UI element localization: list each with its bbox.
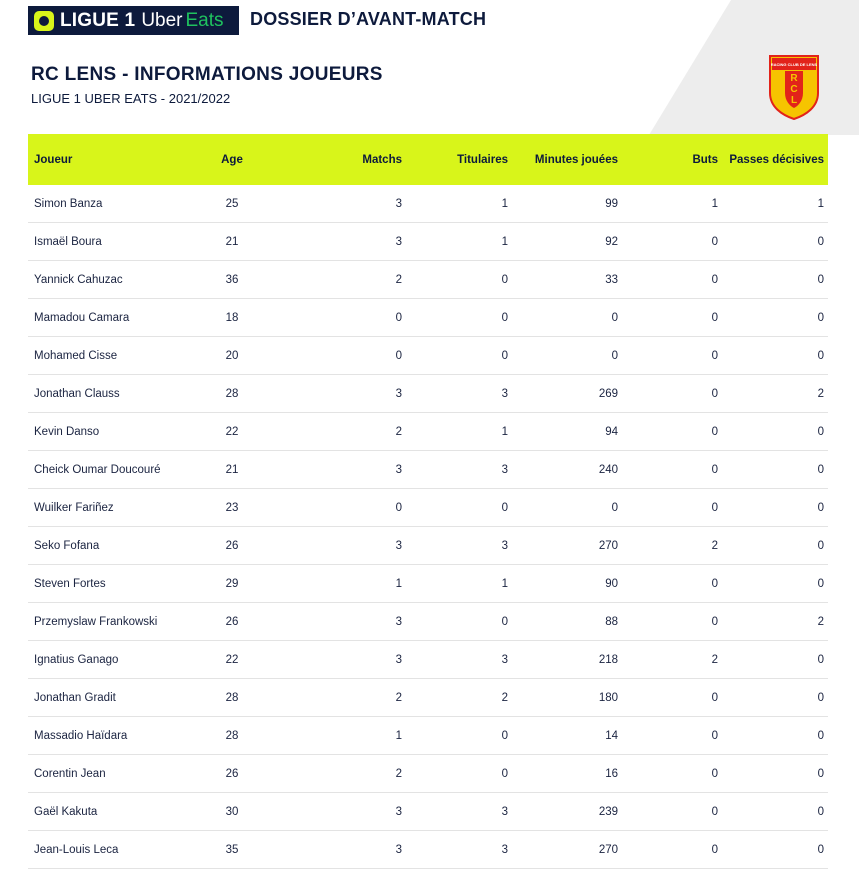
cell-buts: 0 — [622, 831, 722, 869]
cell-age: 22 — [196, 413, 268, 451]
cell-titulaires: 1 — [406, 413, 512, 451]
cell-passes: 0 — [722, 299, 828, 337]
cell-age: 21 — [196, 451, 268, 489]
cell-age: 25 — [196, 185, 268, 223]
cell-minutes: 239 — [512, 793, 622, 831]
cell-titulaires: 0 — [406, 489, 512, 527]
cell-minutes: 99 — [512, 185, 622, 223]
table-row — [28, 413, 828, 451]
player-name: Przemyslaw Frankowski — [28, 603, 196, 641]
crest-letter-r: R — [790, 73, 798, 84]
cell-age: 28 — [196, 679, 268, 717]
cell-minutes: 0 — [512, 489, 622, 527]
cell-buts: 2 — [622, 527, 722, 565]
brand-eats: Eats — [185, 9, 224, 31]
table-row — [28, 679, 828, 717]
cell-passes: 0 — [722, 223, 828, 261]
table-row — [28, 717, 828, 755]
table-row — [28, 565, 828, 603]
table-row — [28, 185, 828, 223]
cell-age: 30 — [196, 793, 268, 831]
column-header-matchs: Matchs — [268, 134, 406, 185]
cell-age: 23 — [196, 489, 268, 527]
rc-lens-crest-icon — [768, 53, 820, 120]
page-title: RC LENS - INFORMATIONS JOUEURS — [31, 64, 383, 85]
cell-buts: 0 — [622, 489, 722, 527]
cell-age: 22 — [196, 641, 268, 679]
table-header-row — [28, 134, 828, 185]
cell-matchs: 0 — [268, 489, 406, 527]
cell-matchs: 3 — [268, 451, 406, 489]
player-name: Ismaël Boura — [28, 223, 196, 261]
ligue1-icon — [34, 11, 54, 31]
cell-age: 28 — [196, 717, 268, 755]
cell-minutes: 88 — [512, 603, 622, 641]
cell-buts: 1 — [622, 185, 722, 223]
cell-matchs: 2 — [268, 413, 406, 451]
player-name: Wuilker Fariñez — [28, 489, 196, 527]
column-header-buts: Buts — [622, 134, 722, 185]
cell-age: 26 — [196, 603, 268, 641]
header-background-wedge — [649, 0, 859, 135]
crest-letter-l: L — [790, 95, 798, 106]
cell-passes: 0 — [722, 261, 828, 299]
cell-passes: 0 — [722, 451, 828, 489]
cell-buts: 0 — [622, 679, 722, 717]
player-name: Jonathan Gradit — [28, 679, 196, 717]
cell-minutes: 16 — [512, 755, 622, 793]
column-header-titulaires: Titulaires — [406, 134, 512, 185]
cell-titulaires: 0 — [406, 261, 512, 299]
cell-age: 26 — [196, 755, 268, 793]
table-row — [28, 793, 828, 831]
cell-titulaires: 3 — [406, 641, 512, 679]
cell-age: 29 — [196, 565, 268, 603]
cell-titulaires: 0 — [406, 755, 512, 793]
cell-passes: 0 — [722, 413, 828, 451]
cell-passes: 0 — [722, 489, 828, 527]
cell-matchs: 3 — [268, 527, 406, 565]
cell-matchs: 3 — [268, 223, 406, 261]
cell-age: 28 — [196, 375, 268, 413]
cell-titulaires: 0 — [406, 717, 512, 755]
cell-passes: 0 — [722, 641, 828, 679]
cell-buts: 0 — [622, 223, 722, 261]
cell-titulaires: 1 — [406, 185, 512, 223]
document-title: DOSSIER D’AVANT-MATCH — [250, 9, 487, 29]
table-row — [28, 489, 828, 527]
cell-titulaires: 0 — [406, 299, 512, 337]
cell-age: 35 — [196, 831, 268, 869]
table-row — [28, 755, 828, 793]
player-name: Simon Banza — [28, 185, 196, 223]
cell-buts: 0 — [622, 299, 722, 337]
cell-age: 36 — [196, 261, 268, 299]
column-header-joueur: Joueur — [28, 134, 196, 185]
cell-buts: 0 — [622, 261, 722, 299]
player-name: Gaël Kakuta — [28, 793, 196, 831]
player-name: Yannick Cahuzac — [28, 261, 196, 299]
crest-text: RACING CLUB DE LENS — [770, 62, 818, 67]
player-name: Kevin Danso — [28, 413, 196, 451]
player-stats-table — [28, 134, 828, 869]
table-row — [28, 527, 828, 565]
cell-age: 26 — [196, 527, 268, 565]
cell-passes: 2 — [722, 603, 828, 641]
cell-minutes: 269 — [512, 375, 622, 413]
column-header-age: Age — [196, 134, 268, 185]
cell-titulaires: 3 — [406, 451, 512, 489]
cell-minutes: 92 — [512, 223, 622, 261]
cell-buts: 0 — [622, 451, 722, 489]
cell-titulaires: 3 — [406, 527, 512, 565]
cell-titulaires: 0 — [406, 337, 512, 375]
column-header-minutes: Minutes jouées — [512, 134, 622, 185]
cell-age: 21 — [196, 223, 268, 261]
cell-buts: 0 — [622, 793, 722, 831]
player-name: Mamadou Camara — [28, 299, 196, 337]
cell-age: 20 — [196, 337, 268, 375]
cell-buts: 0 — [622, 717, 722, 755]
cell-minutes: 270 — [512, 831, 622, 869]
cell-minutes: 0 — [512, 337, 622, 375]
cell-titulaires: 3 — [406, 375, 512, 413]
column-header-passes: Passes décisives — [722, 134, 828, 185]
table-row — [28, 223, 828, 261]
cell-minutes: 90 — [512, 565, 622, 603]
cell-matchs: 3 — [268, 831, 406, 869]
player-name: Massadio Haïdara — [28, 717, 196, 755]
cell-buts: 0 — [622, 337, 722, 375]
cell-matchs: 2 — [268, 261, 406, 299]
player-name: Mohamed Cisse — [28, 337, 196, 375]
player-name: Jonathan Clauss — [28, 375, 196, 413]
player-name: Corentin Jean — [28, 755, 196, 793]
cell-minutes: 0 — [512, 299, 622, 337]
cell-titulaires: 1 — [406, 223, 512, 261]
cell-passes: 0 — [722, 527, 828, 565]
table-row — [28, 603, 828, 641]
cell-matchs: 3 — [268, 793, 406, 831]
cell-titulaires: 0 — [406, 603, 512, 641]
cell-matchs: 3 — [268, 641, 406, 679]
cell-titulaires: 1 — [406, 565, 512, 603]
cell-passes: 0 — [722, 831, 828, 869]
cell-age: 18 — [196, 299, 268, 337]
cell-minutes: 218 — [512, 641, 622, 679]
cell-buts: 0 — [622, 565, 722, 603]
cell-minutes: 33 — [512, 261, 622, 299]
cell-buts: 0 — [622, 755, 722, 793]
cell-matchs: 1 — [268, 717, 406, 755]
cell-minutes: 270 — [512, 527, 622, 565]
cell-matchs: 3 — [268, 375, 406, 413]
cell-passes: 0 — [722, 565, 828, 603]
cell-minutes: 94 — [512, 413, 622, 451]
player-name: Seko Fofana — [28, 527, 196, 565]
cell-passes: 0 — [722, 717, 828, 755]
cell-passes: 0 — [722, 793, 828, 831]
player-name: Cheick Oumar Doucouré — [28, 451, 196, 489]
ligue1-ubereats-logo — [28, 6, 239, 35]
cell-titulaires: 2 — [406, 679, 512, 717]
cell-matchs: 1 — [268, 565, 406, 603]
cell-matchs: 0 — [268, 299, 406, 337]
crest-letter-c: C — [790, 84, 798, 95]
table-row — [28, 261, 828, 299]
cell-matchs: 2 — [268, 679, 406, 717]
cell-buts: 0 — [622, 413, 722, 451]
cell-passes: 0 — [722, 755, 828, 793]
cell-passes: 2 — [722, 375, 828, 413]
brand-uber: Uber — [141, 9, 183, 31]
cell-passes: 0 — [722, 337, 828, 375]
cell-minutes: 180 — [512, 679, 622, 717]
table-row — [28, 299, 828, 337]
table-body — [28, 185, 828, 869]
cell-passes: 1 — [722, 185, 828, 223]
cell-minutes: 240 — [512, 451, 622, 489]
table-row — [28, 641, 828, 679]
table-row — [28, 337, 828, 375]
cell-titulaires: 3 — [406, 831, 512, 869]
cell-titulaires: 3 — [406, 793, 512, 831]
player-name: Steven Fortes — [28, 565, 196, 603]
season-subtitle: LIGUE 1 UBER EATS - 2021/2022 — [31, 91, 231, 106]
cell-buts: 0 — [622, 375, 722, 413]
cell-minutes: 14 — [512, 717, 622, 755]
brand-ligue: LIGUE 1 — [60, 9, 136, 31]
cell-matchs: 3 — [268, 603, 406, 641]
player-name: Jean-Louis Leca — [28, 831, 196, 869]
cell-buts: 2 — [622, 641, 722, 679]
player-name: Ignatius Ganago — [28, 641, 196, 679]
cell-matchs: 2 — [268, 755, 406, 793]
cell-matchs: 0 — [268, 337, 406, 375]
cell-matchs: 3 — [268, 185, 406, 223]
cell-buts: 0 — [622, 603, 722, 641]
table-row — [28, 375, 828, 413]
cell-passes: 0 — [722, 679, 828, 717]
table-row — [28, 451, 828, 489]
